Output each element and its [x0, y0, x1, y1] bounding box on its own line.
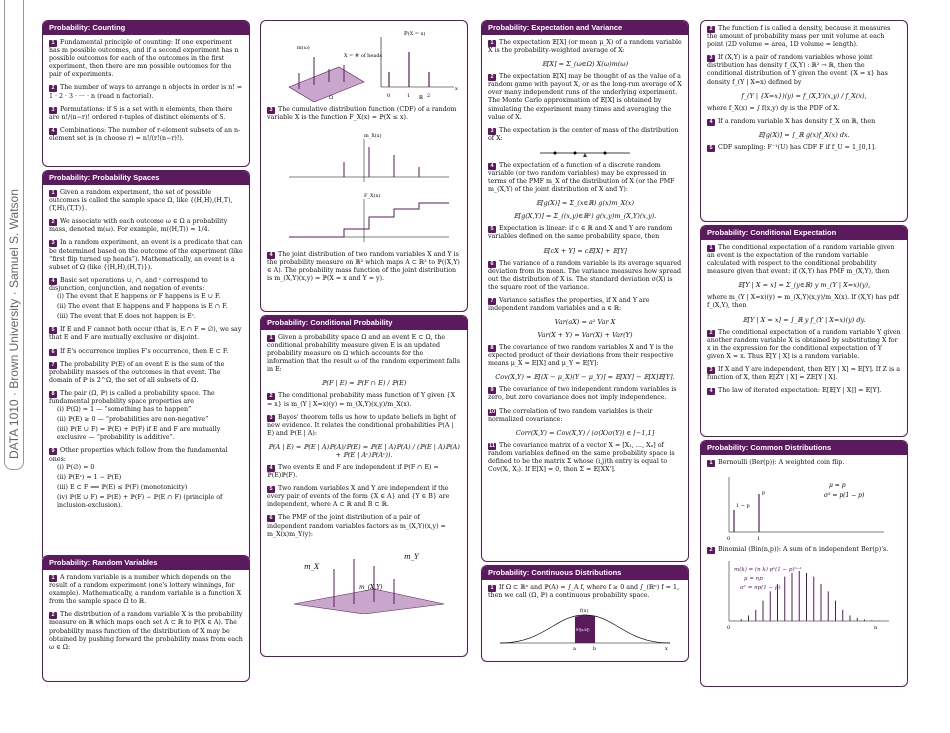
panel-conditional-expectation: Probability: Conditional Expectation 1 The conditional expectation of a random variable given an event is the expectation of the random variable calculated with respect to the conditional probability measure given that event: if (X,Y) has PMF m_(X,Y), then 𝔼[Y | X = x] = Σ_(y∈ℝ) y m_(Y | X=x)(y), where m_(Y | X=x)(y) = m_(X,Y)(x,y)/m_X(x). If (X,Y) has pdf f_(X,Y), then 𝔼[Y | X = x] = ∫_ℝ y f_(Y | X=x)(y) dy. 2 The conditional expectation of a random variable Y given another random variable X is obtained by substituting X for x in the expression for the conditional expectation of Y given X = x. Thus 𝔼[Y | X] is a random variable. 3 If X and Y are independent, then 𝔼[Y | X] = 𝔼[Y]. If Z is a function of X, then 𝔼[ZY | X] = Z𝔼[Y | X]. 4 The law of iterated expectation: 𝔼[𝔼[Y | X]] = 𝔼[Y].	[700, 225, 908, 437]
center-of-mass-figure	[535, 148, 635, 158]
formula: ℙ(F | E) = ℙ(F ∩ E) / ℙ(E)	[321, 379, 407, 388]
list-item: 2 The conditional probability mass function of Y given {X = x} is m_(Y | X=x)(y) = m_(X,Y)(x,y)/m_X(x).	[267, 392, 456, 408]
independence-figure	[274, 544, 454, 614]
panel-title: Probability: Conditional Probability	[261, 316, 467, 330]
list-item: 6 The PMF of the joint distribution of a pair of independent random variables factors as m_(X,Y)(x,y) = m_X(x)m_Y(y):	[267, 514, 446, 538]
svg-text:m_(X,Y): m_(X,Y)	[359, 583, 383, 591]
list-item: 6 The variance of a random variable is its average squared deviation from its mean. The variance measures how spread out the distribution of X is. The standard deviation σ(X) is the square root of the variance.	[488, 259, 682, 291]
svg-text:a: a	[573, 646, 576, 651]
svg-text:σ² = p(1 − p): σ² = p(1 − p)	[824, 492, 865, 500]
svg-text:p: p	[762, 490, 766, 497]
list-item: 1 Fundamental principle of counting: If one experiment has m possible outcomes, and if a second experiment has n possible outcomes for each of the outcomes in the first experiment, then there are mn possible outcomes for the pair of experiments.	[49, 39, 239, 79]
svg-text:x: x	[455, 86, 458, 92]
list-item: 2 The function f is called a density, because it measures the amount of probability mass per unit volume at each point (2D volume = area, 1D volume = length).	[707, 25, 891, 49]
svg-text:Ω: Ω	[329, 95, 334, 101]
list-item: 7 The probability ℙ(E) of an event E is the sum of the probability masses of the outcomes in that event. The domain of ℙ is 2^Ω, the set of all subsets of Ω.	[49, 360, 225, 384]
svg-text:1: 1	[757, 536, 761, 543]
density-figure	[495, 605, 675, 650]
panel-title: Probability: Continuous Distributions	[482, 566, 688, 580]
panel-conditional	[260, 315, 468, 657]
svg-text:μ = p: μ = p	[829, 482, 846, 490]
list-item: 3 In a random experiment, an event is a predicate that can be determined based on the outcome of the experiment (like “first flip turned up heads”). Mathematically, an event is a subset of Ω (like {(H,H),(H,T)}).	[49, 239, 243, 271]
list-item: 2 Binomial (Bin(n,p)): A sum of n independent Ber(p)'s.	[707, 546, 901, 554]
list-item: 1 A random variable is a number which depends on the result of a random experiment (one's lottery winnings, for example). Mathematically, a random variable is a function X from the sample space Ω to ℝ.	[49, 574, 242, 606]
list-item: 5 Expectation is linear: if c ∈ ℝ and X and Y are random variables defined on the same probability space, then	[488, 225, 673, 241]
svg-text:m_Y: m_Y	[404, 552, 419, 561]
list-item: 4 Combinations: The number of r-element subsets of an n-element set is (n choose r) = n!/(r!(n−r)!).	[49, 126, 241, 142]
list-item: 9 Other properties which follow from the fundamental ones: (i) ℙ(∅) = 0 (ii) ℙ(Eᶜ) = 1 − ℙ(E) (iii) E ⊂ F ⟹ ℙ(E) ≤ ℙ(F) (monotonicity) (iv) ℙ(E ∪ F) = ℙ(E) + ℙ(F) − ℙ(E ∩ F) (principle of inclusion-exclusion).	[49, 447, 228, 509]
panel-distributions-cont	[260, 20, 468, 312]
panel-title: Probability: Random Variables	[43, 556, 249, 570]
mw-label: m(ω)	[297, 45, 310, 51]
panel-spaces	[42, 170, 250, 562]
svg-text:b: b	[593, 646, 597, 651]
panel-title: Probability: Conditional Expectation	[701, 226, 907, 240]
formula: ℙ(A | E) = ℙ(E | A)ℙ(A)/ℙ(E) = ℙ(E | A)ℙ(A) / (ℙ(E | A)ℙ(A) + ℙ(E | Aᶜ)ℙ(Aᶜ)).	[268, 442, 460, 459]
list-item: 3 The cumulative distribution function (CDF) of a random variable X is the function F_X(x) = ℙ(X ≤ x).	[267, 106, 457, 122]
svg-text:n: n	[874, 625, 878, 632]
list-item: 6 If E's occurrence implies F's occurrence, then E ⊂ F.	[49, 348, 243, 356]
svg-text:1: 1	[407, 93, 411, 99]
list-item: 7 Variance satisfies the properties, if X and Y are independent random variables and a ∈ ℝ:	[488, 296, 650, 312]
list-item: 5 CDF sampling: F⁻¹(U) has CDF F if f_U = 1_[0,1].	[707, 144, 901, 152]
list-item: 1 Given a random experiment, the set of possible outcomes is called the sample space Ω, like {(H,H),(H,T),(T,H),(T,T)}.	[49, 189, 233, 213]
list-item: 3 Bayes' theorem tells us how to update beliefs in light of new evidence. It relates the conditional probabilities ℙ(A | E) and ℙ(E | A):	[267, 413, 456, 437]
list-item: 2 The expectation 𝔼[X] may be thought of as the value of a random game with payout X, or as the long-run average of X over many independent runs of the underlying experiment. The Monte Carlo approximation of 𝔼[X] is obtained by simulating the experiment many times and averaging the value of X.	[488, 73, 682, 121]
list-item: 1 The conditional expectation of a random variable given an event is the expectation of the random variable calculated with respect to the conditional probability measure given that event: if (X,Y) has PMF m_(X,Y), then	[707, 244, 895, 276]
svg-text:F_X(x): F_X(x)	[364, 193, 381, 200]
heads-label: X = # of heads	[344, 53, 383, 59]
list-item: 4 The law of iterated expectation: 𝔼[𝔼[Y | X]] = 𝔼[Y].	[707, 387, 901, 395]
svg-text:ℙ([a,b]): ℙ([a,b])	[576, 628, 590, 633]
list-item: 3 If (X,Y) is a pair of random variables whose joint distribution has density f_(X,Y) : ℝ² → ℝ, then the conditional distribution of Y given the event {X = x} has density f_(Y | X=x) defined by	[707, 54, 888, 86]
panel-continuous-cont: 2 The function f is called a density, because it measures the amount of probability mass per unit volume at each point (2D volume = area, 1D volume = length). 3 If (X,Y) is a pair of random variables whose joint distribution has density f_(X,Y) : ℝ² → ℝ, then the conditional distribution of Y given the event {X = x} has density f_(Y | X=x) defined by f_(Y | {X=x})(y) = f_(X,Y)(x,y) / f_X(x), where f_X(x) = ∫ f(x,y) dy is the PDF of X. 4 If a random variable X has density f_X on ℝ, then 𝔼[g(X)] = ∫_ℝ g(x)f_X(x) dx. 5 CDF sampling: F⁻¹(U) has CDF F if f_U = 1_[0,1].	[700, 20, 908, 222]
svg-text:m_X(x): m_X(x)	[364, 133, 382, 140]
list-item: 5 Two random variables X and Y are independent if the every pair of events of the form {X ∈ A} and {Y ∈ B} are independent, where A ⊂ ℝ and B ⊂ ℝ.	[267, 485, 450, 509]
svg-text:m_X: m_X	[304, 562, 320, 571]
list-item: 3 The expectation is the center of mass of the distribution of X:	[488, 126, 679, 142]
svg-text:σ² = np(1 − p): σ² = np(1 − p)	[740, 585, 781, 592]
list-item: 4 Basic set operations ∪, ∩, and ᶜ correspond to disjunction, conjunction, and negation of events: (i) The event that E happens or F happens is E ∪ F. (ii) The event that E happens and F happens is E ∩ F. (iii) The event that E does not happen is Eᶜ.	[49, 276, 228, 321]
list-item: 1 If Ω ⊂ ℝⁿ and ℙ(A) = ∫_A f, where f ≥ 0 and ∫_(ℝⁿ) f = 1, then we call (Ω, ℙ) a continuous probability space.	[488, 584, 679, 600]
list-item: 1 Given a probability space Ω and an event E ⊂ Ω, the conditional probability measure given E is an updated probability measure on Ω which accounts for the information that the result ω of the random experiment falls in E:	[267, 334, 460, 374]
list-item: 9 The covariance of two independent random variables is zero, but zero covariance does not imply independence.	[488, 386, 677, 402]
list-item: 4 The expectation of a function of a discrete random variable (or two random variables) may be expressed in terms of the PMF m_X of the distribution of X (or the PMF m_(X,Y) of the joint distribution of X and Y):	[488, 161, 675, 194]
list-item: 4 Two events E and F are independent if ℙ(F ∩ E) = ℙ(E)ℙ(F).	[267, 463, 439, 480]
list-item: 4 The joint distribution of two random variables X and Y is the probability measure on ℝ² which maps A ⊂ ℝ² to ℙ((X,Y) ∈ A). The probability mass function of the joint distribution is m_(X,Y)(x,y) = ℙ(X = x and Y = y).	[267, 251, 460, 283]
pmf-cdf-figure	[269, 127, 459, 247]
svg-text:0: 0	[727, 536, 731, 543]
list-item: 8 The pair (Ω, ℙ) is called a probability space. The fundamental probability space properties are (i) ℙ(Ω) = 1 — “something has to happen” (ii) ℙ(E) ≥ 0 — “probabilities are non-negative” (iii) ℙ(E ∪ F) = ℙ(E) + ℙ(F) if E and F are mutually exclusive — “probability is additive”.	[49, 389, 221, 442]
panel-random-variables	[42, 555, 250, 682]
sidebar	[0, 0, 40, 733]
px-label: ℙ(X = x)	[404, 31, 426, 37]
svg-text:0: 0	[727, 625, 731, 632]
list-item: 2 The number of ways to arrange n objects in order is n! = 1 · 2 · 3 · ··· · n (read n factorial).	[49, 84, 243, 100]
svg-text:m(k) = (n k) pᵏ(1 − p)ⁿ⁻ᵏ: m(k) = (n k) pᵏ(1 − p)ⁿ⁻ᵏ	[734, 567, 802, 574]
list-item: 3 If X and Y are independent, then 𝔼[Y | X] = 𝔼[Y]. If Z is a function of X, then 𝔼[ZY | X] = Z𝔼[Y | X].	[707, 365, 900, 382]
list-item: 1 Bernoulli (Ber(p)): A weighted coin flip.	[707, 459, 901, 467]
list-item: 2 The conditional expectation of a random variable Y given another random variable X is obtained by substituting X for x in the expression for the conditional expectation of Y given X = x. Thus 𝔼[Y | X] is a random variable.	[707, 328, 901, 360]
svg-text:1 − p: 1 − p	[736, 503, 750, 510]
list-item: 2 We associate with each outcome ω ∈ Ω a probability mass, denoted m(ω). For example, m((H,T)) = 1/4.	[49, 218, 228, 234]
panel-title: Probability: Common Distributions	[701, 441, 907, 455]
list-item: 10 The correlation of two random variables is their normalized covariance:	[488, 407, 653, 423]
list-item: 4 If a random variable X has density f_X on ℝ, then	[707, 118, 901, 126]
list-item: 3 Permutations: if S is a set with n elements, then there are n!/(n−r)! ordered r-tuples of distinct elements of S.	[49, 105, 233, 121]
list-item: 11 The covariance matrix of a vector X = [X₁, …, Xₙ] of random variables defined on the same probability space is defined to be the matrix Σ whose (i,j)th entry is equal to Cov(Xᵢ, Xⱼ). If 𝔼[X] = 0, then Σ = 𝔼[XX'].	[488, 441, 675, 473]
panel-expectation: Probability: Expectation and Variance 1 The expectation 𝔼[X] (or mean μ_X) of a random variable X is the probability-weighted average of X: 𝔼[X] = Σ_(ω∈Ω) X(ω)m(ω) 2 The expectation 𝔼[X] may be thought of as the value of a random game with payout X, or as the long-run average of X over many independent runs of the underlying experiment. The Monte Carlo approximation of 𝔼[X] is obtained by simulating the experiment many times and averaging the value of X. 3 The expectation is the center of mass of the distribution of X: 4 The expectation of a function of a discrete random variable (or two random variables) may be expressed in terms of the PMF m_X of the distribution of X (or the PMF m_(X,Y) of the joint distribution of X and Y): 𝔼[g(X)] = Σ_(x∈ℝ) g(x)m_X(x) 𝔼[g(X,Y)] = Σ_((x,y)∈ℝ²) g(x,y)m_(X,Y)(x,y). 5 Expectation is linear: if c ∈ ℝ and X and Y are random variables defined on the same probability space, then 𝔼[cX + Y] = c𝔼[X] + 𝔼[Y] 6 The variance of a random variable is its average squared deviation from its mean. The variance measures how spread out the distribution of X is. The standard deviation σ(X) is the square root of the variance. 7 Variance satisfies the properties, if X and Y are independent random variables and a ∈ ℝ: Var(aX) = a² Var X Var(X + Y) = Var(X) + Var(Y) 8 The covariance of two random variables X and Y is the expected product of their deviations from their respective means μ_X = 𝔼[X] and μ_Y = 𝔼[Y]: Cov(X,Y) = 𝔼[(X − μ_X)(Y − μ_Y)] = 𝔼[XY] − 𝔼[X]𝔼[Y]. 9 The covariance of two independent random variables is zero, but zero covariance does not imply independence. 10 The correlation of two random variables is their normalized covariance: Corr(X,Y) = Cov(X,Y) / (σ(X)σ(Y)) ∈ [−1,1] 11 The covariance matrix of a vector X = [X₁, …, Xₙ] of random variables defined on the same probability space is defined to be the matrix Σ whose (i,j)th entry is equal to Cov(Xᵢ, Xⱼ). If 𝔼[X] = 0, then Σ = 𝔼[XX'].	[481, 20, 689, 562]
list-item: 5 If E and F cannot both occur (that is, E ∩ F = ∅), we say that E and F are mutually exclusive or disjoint.	[49, 326, 242, 342]
sidebar-title: DATA 1010 · Brown University · Samuel S. Watson	[4, 0, 24, 470]
svg-text:x: x	[665, 646, 668, 651]
list-item: 2 The distribution of a random variable X is the probability measure on ℝ which maps each set A ⊂ ℝ to ℙ(X ∈ A). The probability mass function of the distribution of X may be obtained by pushing forward the probability mass from each ω ∈ Ω:	[49, 611, 243, 651]
pushforward-figure	[269, 27, 459, 102]
panel-counting	[42, 20, 250, 167]
panel-title: Probability: Probability Spaces	[43, 171, 249, 185]
svg-text:μ = np: μ = np	[744, 576, 763, 583]
svg-text:0: 0	[387, 93, 391, 99]
panel-title: Probability: Expectation and Variance	[482, 21, 688, 35]
panel-continuous	[481, 565, 689, 662]
panel-title: Probability: Counting	[43, 21, 249, 35]
panel-common	[700, 440, 908, 687]
svg-text:f(x): f(x)	[580, 608, 589, 615]
list-item: 1 The expectation 𝔼[X] (or mean μ_X) of a random variable X is the probability-weighted average of X:	[488, 39, 682, 55]
binomial-chart	[714, 559, 894, 631]
svg-text:2: 2	[427, 93, 431, 99]
list-item: 8 The covariance of two random variables X and Y is the expected product of their deviations from their respective means μ_X = 𝔼[X] and μ_Y = 𝔼[Y]:	[488, 344, 674, 368]
bernoulli-figure	[714, 472, 894, 542]
svg-text:ℝ: ℝ	[419, 95, 424, 101]
